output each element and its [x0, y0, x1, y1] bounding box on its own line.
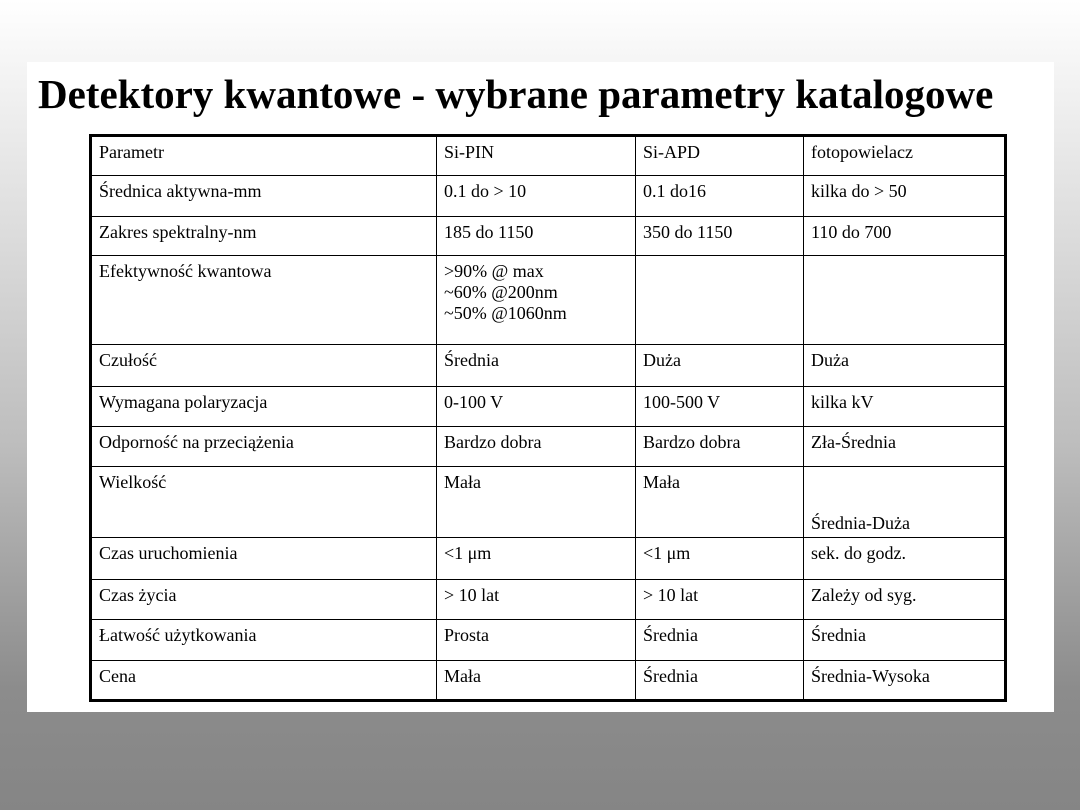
row-label: Średnica aktywna-mm: [91, 176, 437, 216]
table-cell: 0.1 do16: [636, 176, 804, 216]
table-cell: Bardzo dobra: [636, 427, 804, 467]
row-label: Wymagana polaryzacja: [91, 386, 437, 426]
parameters-table: [89, 134, 1007, 702]
row-label: Wielkość: [91, 467, 437, 538]
row-label: Cena: [91, 660, 437, 701]
table-row: [91, 345, 1006, 386]
header-cell-si-pin: Si-PIN: [437, 136, 636, 176]
efficiency-line: ~60% @200nm: [444, 282, 558, 303]
table-header-row: [91, 136, 1006, 176]
table-cell: Mała: [636, 467, 804, 538]
table-cell: Średnia-Duża: [804, 467, 1006, 538]
table-cell: > 10 lat: [437, 579, 636, 619]
table-cell: [804, 256, 1006, 345]
header-cell-si-apd: Si-APD: [636, 136, 804, 176]
efficiency-cell: [437, 256, 636, 345]
table-cell: Zależy od syg.: [804, 579, 1006, 619]
table-row: [91, 256, 1006, 345]
table-cell: 100-500 V: [636, 386, 804, 426]
table-cell: Mała: [437, 660, 636, 701]
row-label: Czas życia: [91, 579, 437, 619]
table-cell: 110 do 700: [804, 216, 1006, 255]
table-cell: Mała: [437, 467, 636, 538]
table-cell: 185 do 1150: [437, 216, 636, 255]
row-label: Zakres spektralny-nm: [91, 216, 437, 255]
table-row: [91, 386, 1006, 426]
table-cell: Średnia: [804, 620, 1006, 660]
table-cell: sek. do godz.: [804, 538, 1006, 579]
table-cell: kilka kV: [804, 386, 1006, 426]
table-cell: 350 do 1150: [636, 216, 804, 255]
row-label: Czułość: [91, 345, 437, 386]
efficiency-line: ~50% @1060nm: [444, 303, 567, 324]
table-row: [91, 176, 1006, 216]
slide-title: Detektory kwantowe - wybrane parametry katalogowe: [38, 71, 994, 117]
table-cell: Zła-Średnia: [804, 427, 1006, 467]
table-cell: <1 μm: [636, 538, 804, 579]
efficiency-line: >90% @ max: [444, 261, 544, 282]
header-cell-fotopowielacz: fotopowielacz: [804, 136, 1006, 176]
row-label: Efektywność kwantowa: [91, 256, 437, 345]
table-cell: <1 μm: [437, 538, 636, 579]
table-cell: kilka do > 50: [804, 176, 1006, 216]
table-cell: > 10 lat: [636, 579, 804, 619]
table-row: [91, 620, 1006, 660]
table-cell: Prosta: [437, 620, 636, 660]
table-cell: Bardzo dobra: [437, 427, 636, 467]
table-cell: Średnia: [636, 620, 804, 660]
table-row: [91, 538, 1006, 579]
table-row: [91, 427, 1006, 467]
row-label: Łatwość użytkowania: [91, 620, 437, 660]
table-cell: Średnia: [437, 345, 636, 386]
row-label: Odporność na przeciążenia: [91, 427, 437, 467]
table-cell: 0-100 V: [437, 386, 636, 426]
header-cell-parametr: Parametr: [91, 136, 437, 176]
table-cell: Średnia-Wysoka: [804, 660, 1006, 701]
table-cell: Duża: [804, 345, 1006, 386]
slide: [27, 62, 1054, 712]
table-cell: Średnia: [636, 660, 804, 701]
table-cell: 0.1 do > 10: [437, 176, 636, 216]
table-row: [91, 660, 1006, 701]
row-label: Czas uruchomienia: [91, 538, 437, 579]
table-cell: Duża: [636, 345, 804, 386]
table-row: [91, 467, 1006, 538]
table-row: [91, 216, 1006, 255]
table-row: [91, 579, 1006, 619]
table-cell: [636, 256, 804, 345]
